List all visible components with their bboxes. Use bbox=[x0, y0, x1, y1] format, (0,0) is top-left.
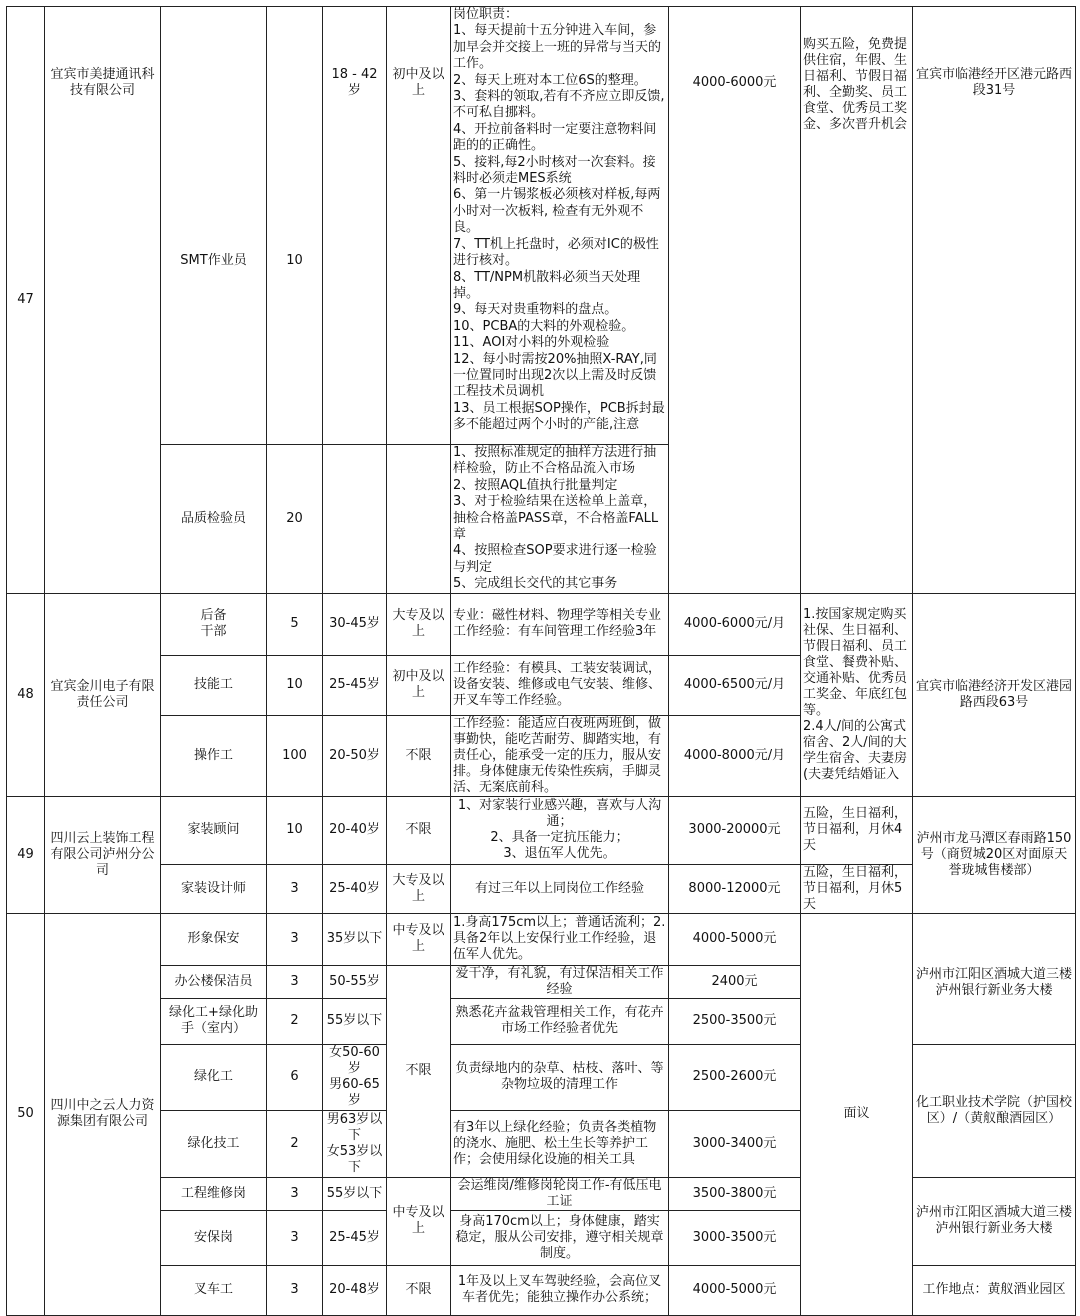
salary: 4000-5000元 bbox=[669, 913, 801, 965]
age-range: 25-45岁 bbox=[323, 1210, 387, 1265]
benefits: 购买五险，免费提供住宿，年假、生日福利、节假日福利、全勤奖、员工食堂、优秀员工奖金、多次晋升机会 bbox=[801, 7, 913, 594]
job-duties: 会运维岗/维修岗轮岗工作-有低压电工证 bbox=[451, 1177, 669, 1210]
job-title: 办公楼保洁员 bbox=[161, 965, 267, 998]
hiring-count: 3 bbox=[267, 1265, 323, 1315]
age-range: 25-45岁 bbox=[323, 655, 387, 715]
education-requirement: 中专及以上 bbox=[387, 1177, 451, 1265]
education-requirement: 初中及以上 bbox=[387, 7, 451, 445]
job-title: 家装顾问 bbox=[161, 796, 267, 864]
age-range: 20-40岁 bbox=[323, 796, 387, 864]
salary: 3000-20000元 bbox=[669, 796, 801, 864]
job-title: 操作工 bbox=[161, 715, 267, 796]
salary: 2500-2600元 bbox=[669, 1044, 801, 1110]
work-address: 宜宾市临港经济开发区港园路西段63号 bbox=[913, 593, 1076, 796]
hiring-count: 3 bbox=[267, 1210, 323, 1265]
company-number: 48 bbox=[7, 593, 45, 796]
education-requirement: 不限 bbox=[387, 965, 451, 1177]
hiring-count: 3 bbox=[267, 913, 323, 965]
job-duties: 1.身高175cm以上；普通话流利；2.具备2年以上安保行业工作经验，退伍军人优先。 bbox=[451, 913, 669, 965]
job-duties: 负责绿地内的杂草、枯枝、落叶、等杂物垃圾的清理工作 bbox=[451, 1044, 669, 1110]
jobs-table bbox=[6, 6, 1076, 1316]
salary: 4000-6500元/月 bbox=[669, 655, 801, 715]
job-duties: 爱干净，有礼貌，有过保洁相关工作经验 bbox=[451, 965, 669, 998]
job-duties: 工作经验：能适应白夜班两班倒，做事勤快，能吃苦耐劳、脚踏实地，有责任心，能承受一定的压力，服从安排。身体健康无传染性疾病，手脚灵活、无案底前科。 bbox=[451, 715, 669, 796]
company-name: 宜宾市美捷通讯科技有限公司 bbox=[45, 7, 161, 594]
job-title: 绿化工 bbox=[161, 1044, 267, 1110]
job-title: 叉车工 bbox=[161, 1265, 267, 1315]
company-number: 49 bbox=[7, 796, 45, 913]
salary: 3000-3500元 bbox=[669, 1210, 801, 1265]
work-address: 泸州市龙马潭区春雨路150号（商贸城20区对面原天誉珑城售楼部） bbox=[913, 796, 1076, 913]
job-duties: 1年及以上叉车驾驶经验，会高位叉车者优先；能独立操作办公系统； bbox=[451, 1265, 669, 1315]
salary: 8000-12000元 bbox=[669, 864, 801, 913]
age-range: 50-55岁 bbox=[323, 965, 387, 998]
education-requirement: 大专及以上 bbox=[387, 864, 451, 913]
company-number: 50 bbox=[7, 913, 45, 1315]
hiring-count: 2 bbox=[267, 1110, 323, 1177]
benefits: 面议 bbox=[801, 913, 913, 1315]
hiring-count: 3 bbox=[267, 864, 323, 913]
salary: 4000-5000元 bbox=[669, 1265, 801, 1315]
age-range: 18 - 42岁 bbox=[323, 7, 387, 445]
benefits: 五险，生日福利，节日福利，月休4天 bbox=[801, 796, 913, 864]
company-name: 宜宾金川电子有限责任公司 bbox=[45, 593, 161, 796]
age-range: 男63岁以下 女53岁以下 bbox=[323, 1110, 387, 1177]
hiring-count: 3 bbox=[267, 965, 323, 998]
job-title: 品质检验员 bbox=[161, 445, 267, 594]
salary: 3500-3800元 bbox=[669, 1177, 801, 1210]
benefits: 1.按国家规定购买社保、生日福利、节假日福利、员工食堂、餐费补贴、交通补贴、优秀员工奖金、年底红包等。 2.4人/间的公寓式宿舍、2人/间的大学生宿舍、夫妻房(夫妻凭结婚证入 bbox=[801, 593, 913, 796]
hiring-count: 2 bbox=[267, 998, 323, 1044]
job-duties: 身高170cm以上；身体健康，踏实稳定，服从公司安排，遵守相关规章制度。 bbox=[451, 1210, 669, 1265]
job-title: 形象保安 bbox=[161, 913, 267, 965]
salary: 3000-3400元 bbox=[669, 1110, 801, 1177]
hiring-count: 3 bbox=[267, 1177, 323, 1210]
job-duties: 专业：磁性材料、物理学等相关专业 工作经验：有车间管理工作经验3年 bbox=[451, 593, 669, 655]
job-duties: 1、按照标准规定的抽样方法进行抽样检验，防止不合格品流入市场 2、按照AQL值执行批量判定 3、对于检验结果在送检单上盖章，抽检合格盖PASS章，不合格盖FALL章 4、按照检查SOP要求进行逐一检验与判定 5、完成组长交代的其它事务 bbox=[451, 445, 669, 594]
hiring-count: 20 bbox=[267, 445, 323, 594]
education-requirement: 不限 bbox=[387, 715, 451, 796]
work-address: 工作地点：黄舣酒业园区 bbox=[913, 1265, 1076, 1315]
age-range: 30-45岁 bbox=[323, 593, 387, 655]
age-range: 55岁以下 bbox=[323, 998, 387, 1044]
job-title: 绿化工+绿化助手（室内） bbox=[161, 998, 267, 1044]
job-title: 家装设计师 bbox=[161, 864, 267, 913]
company-name: 四川云上装饰工程有限公司泸州分公司 bbox=[45, 796, 161, 913]
company-name: 四川中之云人力资源集团有限公司 bbox=[45, 913, 161, 1315]
age-range: 35岁以下 bbox=[323, 913, 387, 965]
hiring-count: 10 bbox=[267, 796, 323, 864]
work-address: 泸州市江阳区酒城大道三楼泸州银行新业务大楼 bbox=[913, 1177, 1076, 1265]
age-range: 女50-60岁 男60-65岁 bbox=[323, 1044, 387, 1110]
salary: 4000-6000元 bbox=[669, 7, 801, 594]
age-range: 55岁以下 bbox=[323, 1177, 387, 1210]
job-duties: 工作经验：有模具、工装安装调试，设备安装、维修或电气安装、维修、开叉车等工作经验。 bbox=[451, 655, 669, 715]
job-title: 安保岗 bbox=[161, 1210, 267, 1265]
age-range: 20-48岁 bbox=[323, 1265, 387, 1315]
hiring-count: 6 bbox=[267, 1044, 323, 1110]
job-duties: 岗位职责： 1、每天提前十五分钟进入车间，参加早会并交接上一班的异常与当天的工作。 2、每天上班对本工位6S的整理。 3、套料的领取,若有不齐应立即反馈,不可私自挪料。 4、开拉前备料时一定要注意物料间距的的正确性。 5、接料,每2小时核对一次套料。接料时必须走MES系统 6、第一片锡浆板必须核对样板,每两小时对一次板料, 检查有无外观不良。 7、TT机上托盘时，必须对IC的极性进行核对。 8、TT/NPM机散料必须当天处理掉。 9、每天对贵重物料的盘点。 10、PCBA的大料的外观检验。 11、AOI对小料的外观检验 12、每小时需按20%抽照X-RAY,同一位置同时出现2次以上需及时反馈工程技术员调机 13、员工根据SOP操作，PCB拆封最多不能超过两个小时的产能,注意 bbox=[451, 7, 669, 445]
job-duties: 熟悉花卉盆栽管理相关工作，有花卉市场工作经验者优先 bbox=[451, 998, 669, 1044]
salary: 2400元 bbox=[669, 965, 801, 998]
education-requirement: 中专及以上 bbox=[387, 913, 451, 965]
job-duties: 有过三年以上同岗位工作经验 bbox=[451, 864, 669, 913]
benefits: 五险，生日福利，节日福利，月休5天 bbox=[801, 864, 913, 913]
job-title: SMT作业员 bbox=[161, 79, 267, 445]
salary: 4000-6000元/月 bbox=[669, 593, 801, 655]
salary: 2500-3500元 bbox=[669, 998, 801, 1044]
work-address: 泸州市江阳区酒城大道三楼泸州银行新业务大楼 bbox=[913, 965, 1076, 1044]
job-title: 工程维修岗 bbox=[161, 1177, 267, 1210]
education-requirement: 大专及以上 bbox=[387, 593, 451, 655]
hiring-count: 10 bbox=[267, 655, 323, 715]
job-title: 绿化技工 bbox=[161, 1110, 267, 1177]
age-range: 25-40岁 bbox=[323, 864, 387, 913]
hiring-count: 10 bbox=[267, 79, 323, 445]
education-requirement: 不限 bbox=[387, 796, 451, 864]
job-title: 后备 干部 bbox=[161, 593, 267, 655]
education-requirement: 初中及以上 bbox=[387, 655, 451, 715]
job-duties: 有3年以上绿化经验；负责各类植物的浇水、施肥、松土生长等养护工作；会使用绿化设施的相关工具 bbox=[451, 1110, 669, 1177]
job-title: 技能工 bbox=[161, 655, 267, 715]
salary: 4000-8000元/月 bbox=[669, 715, 801, 796]
education-requirement: 不限 bbox=[387, 1265, 451, 1315]
company-number: 47 bbox=[7, 7, 45, 594]
work-address: 化工职业技术学院（护国校区）/（黄舣酿酒园区） bbox=[913, 1044, 1076, 1177]
work-address: 宜宾市临港经开区港元路西段31号 bbox=[913, 7, 1076, 594]
job-duties: 1、对家装行业感兴趣，喜欢与人沟通； 2、具备一定抗压能力； 3、退伍军人优先。 bbox=[451, 796, 669, 864]
hiring-count: 5 bbox=[267, 593, 323, 655]
age-range: 20-50岁 bbox=[323, 715, 387, 796]
hiring-count: 100 bbox=[267, 715, 323, 796]
